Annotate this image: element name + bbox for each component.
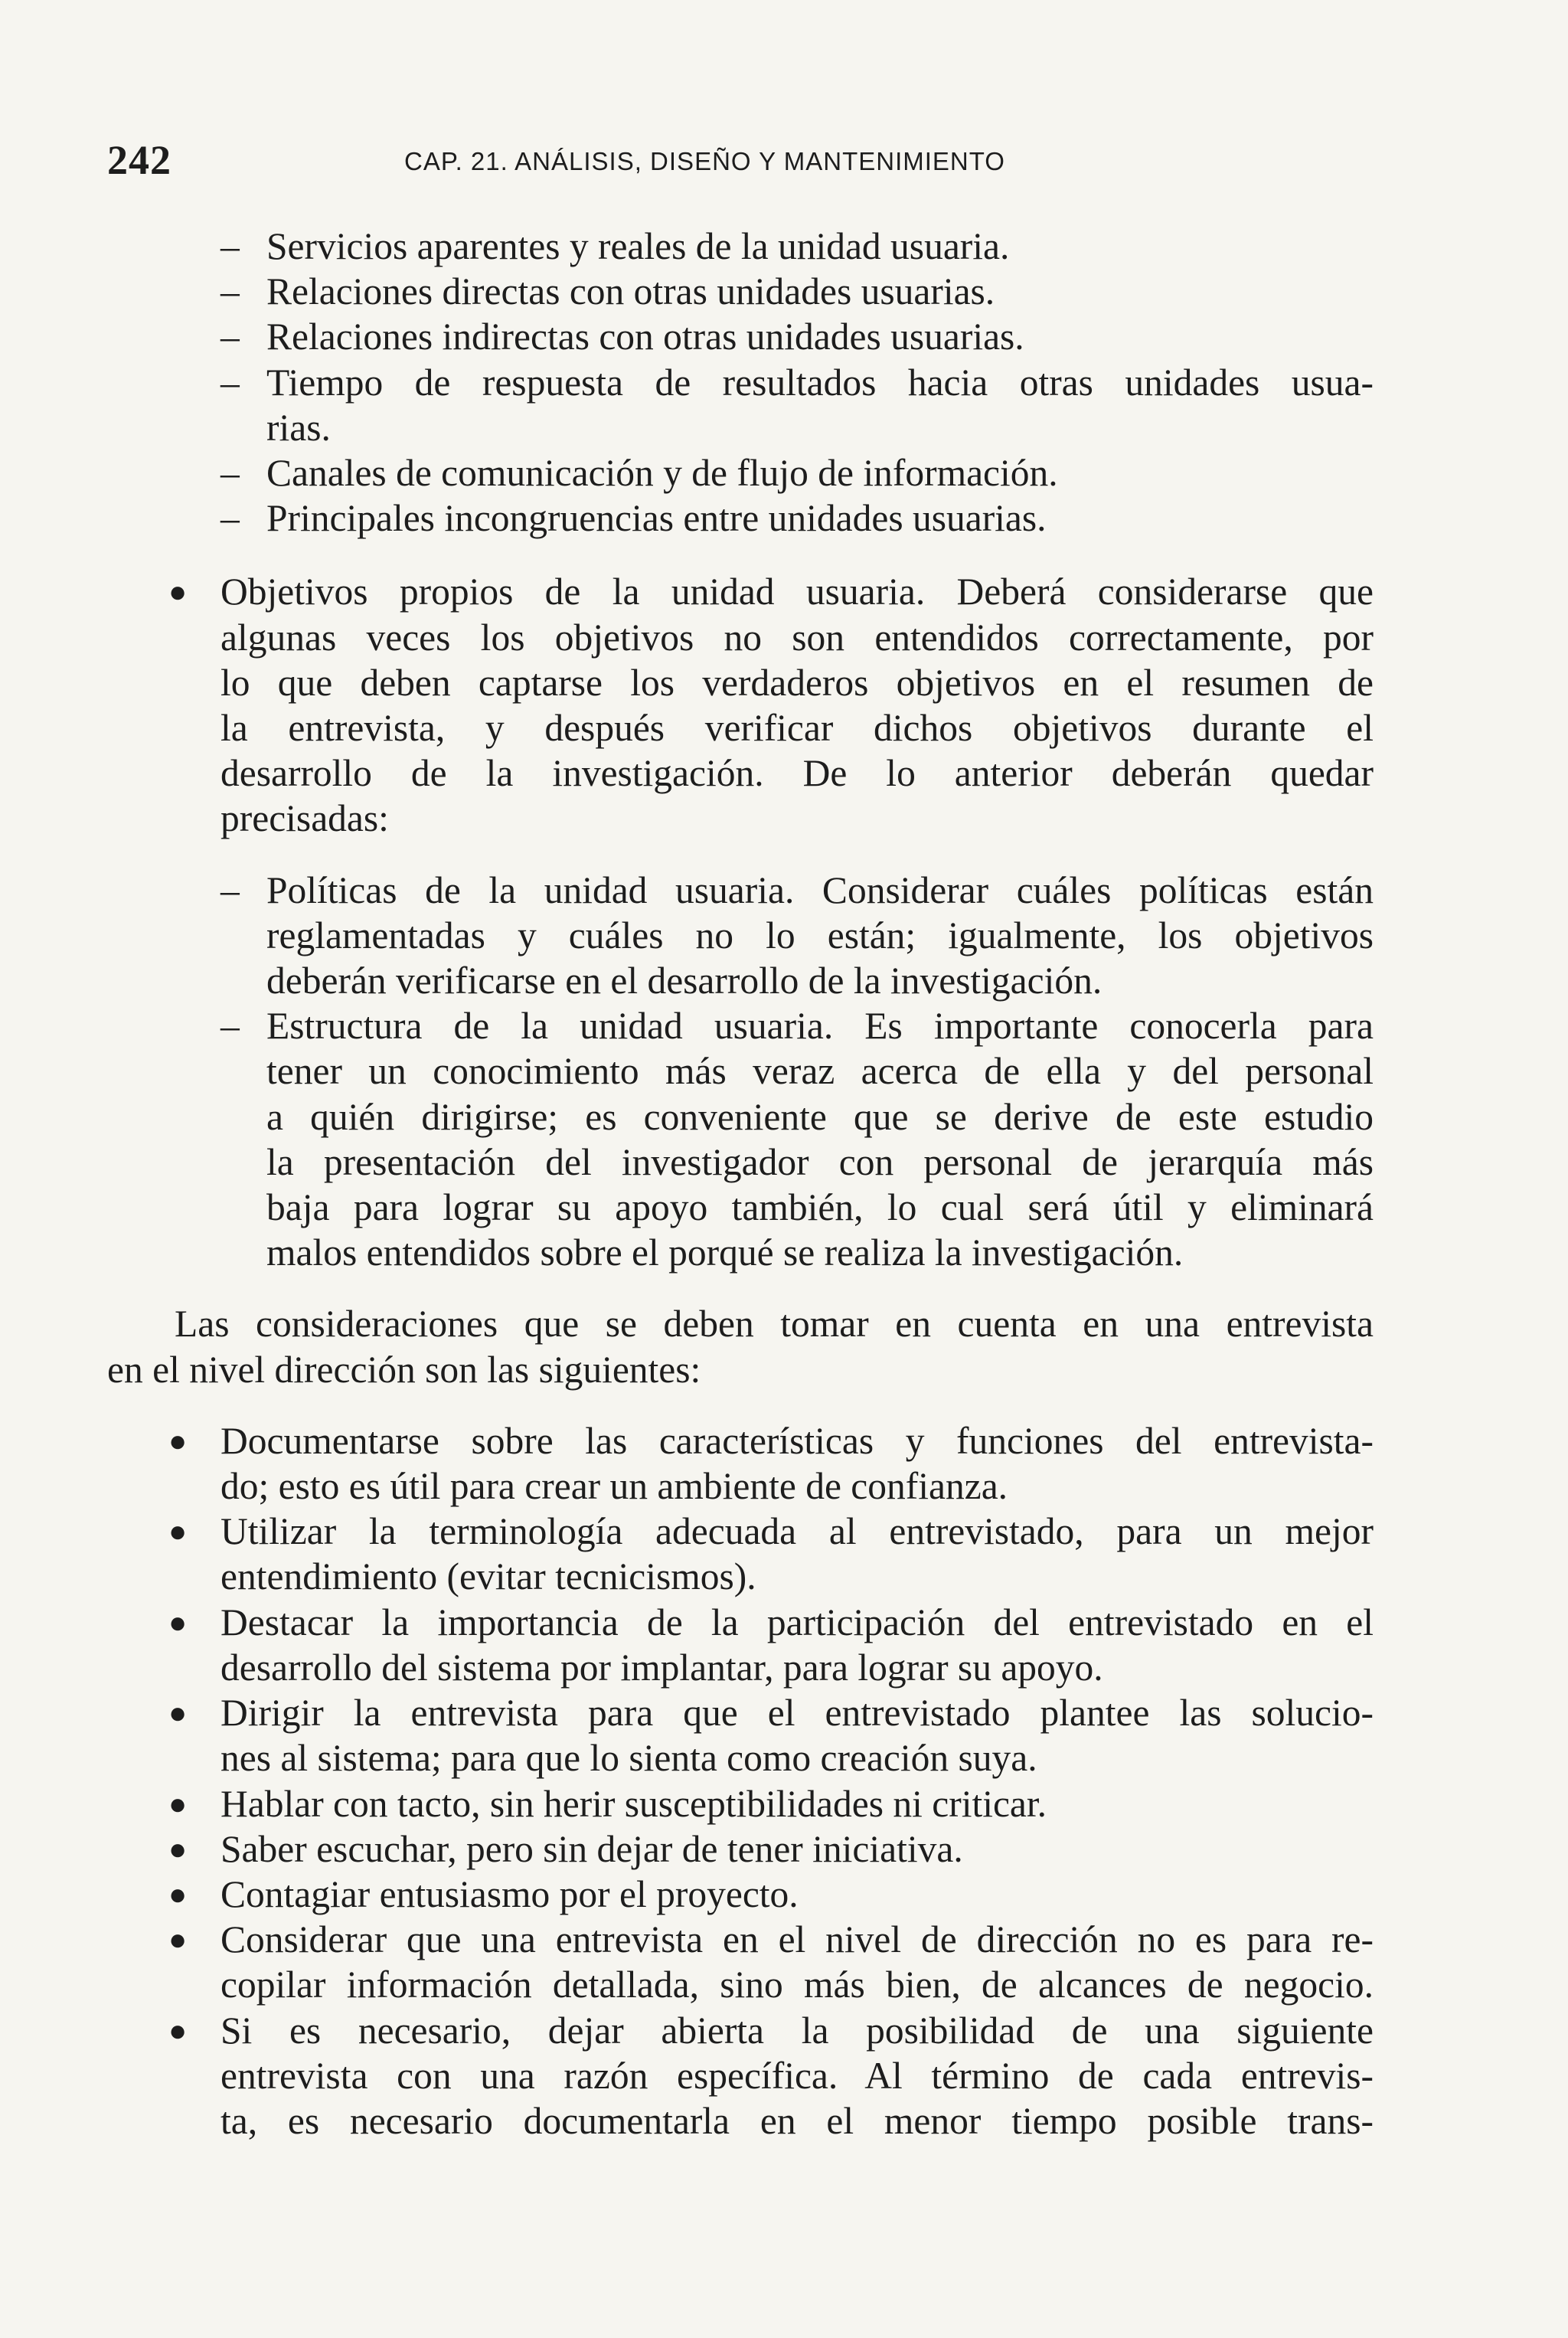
text-line: desarrollo del sistema por implantar, para lograr su apoyo. (220, 1646, 1103, 1689)
text-line: precisadas: (220, 797, 389, 840)
text-line: la presentación del investigador con personal de jerarquía más (266, 1140, 1374, 1183)
text-line: Estructura de la unidad usuaria. Es importante conocerla para (266, 1005, 1374, 1048)
running-head: CAP. 21. ANÁLISIS, DISEÑO Y MANTENIMIENTO (404, 147, 1005, 175)
text-line: Dirigir la entrevista para que el entrevistado plantee las solucio- (220, 1692, 1374, 1735)
list-item (107, 224, 1374, 269)
bullet-list-consideraciones (107, 1418, 1374, 2143)
text-line: tener un conocimiento más veraz acerca de ella y del personal (266, 1050, 1374, 1093)
text-line: la entrevista, y después verificar dichos objetivos durante el (220, 707, 1374, 750)
bullet-marker: ● (168, 574, 188, 610)
text-line: a quién dirigirse; es conveniente que se derive de este estudio (266, 1095, 1374, 1138)
bullet-marker: ● (168, 1604, 188, 1640)
text-line: Si es necesario, dejar abierta la posibilidad de una siguiente (220, 2009, 1374, 2052)
bullet-marker: ● (168, 1423, 188, 1458)
text-line: malos entendidos sobre el porqué se realiza la investigación. (266, 1231, 1184, 1274)
dash-marker: – (220, 270, 240, 313)
text-line: Considerar que una entrevista en el nivel de dirección no es para re- (220, 1918, 1374, 1961)
list-item (107, 495, 1374, 541)
bullet-marker: ● (168, 1831, 188, 1866)
list-item (107, 1509, 1374, 1599)
bullet-marker: ● (168, 1922, 188, 1957)
bullet-marker: ● (168, 1786, 188, 1821)
text-line: deberán verificarse en el desarrollo de la investigación. (266, 960, 1102, 1002)
bullet-objetivos (107, 569, 1374, 841)
page-number: 242 (107, 137, 172, 183)
dash-marker: – (220, 497, 240, 540)
text-line: Utilizar la terminología adecuada al entrevistado, para un mejor (220, 1510, 1374, 1553)
dash-marker: – (220, 868, 240, 911)
bullet-marker: ● (168, 1695, 188, 1731)
text-line: Servicios aparentes y reales de la unidad usuaria. (266, 225, 1010, 267)
list-item (107, 1003, 1374, 1275)
text-line: Tiempo de respuesta de resultados hacia otras unidades usua- (266, 361, 1374, 404)
text-line: nes al sistema; para que lo sienta como creación suya. (220, 1737, 1037, 1780)
text-line: Objetivos propios de la unidad usuaria. Deberá considerarse que (220, 571, 1374, 613)
list-item (107, 360, 1374, 450)
dash-marker: – (220, 361, 240, 404)
dash-marker: – (220, 316, 240, 358)
text-line: Contagiar entusiasmo por el proyecto. (220, 1872, 799, 1915)
dash-marker: – (220, 1005, 240, 1048)
list-item (107, 314, 1374, 359)
list-item (107, 1600, 1374, 1690)
text-line: Destacar la importancia de la participación del entrevistado en el (220, 1601, 1374, 1643)
text-line: entendimiento (evitar tecnicismos). (220, 1555, 756, 1598)
dash-list-interrelaciones (107, 224, 1374, 541)
list-item (107, 2008, 1374, 2144)
text-line: Relaciones directas con otras unidades usuarias. (266, 270, 995, 313)
text-line: Políticas de la unidad usuaria. Considerar cuáles políticas están (266, 868, 1374, 911)
text-line: desarrollo de la investigación. De lo anterior deberán quedar (220, 752, 1374, 795)
bullet-marker: ● (168, 1514, 188, 1549)
text-line: Las consideraciones que se deben tomar en cuenta en una entrevista (175, 1303, 1374, 1346)
text-line: Relaciones indirectas con otras unidades usuarias. (266, 316, 1024, 358)
text-line: entrevista con una razón específica. Al término de cada entrevis- (220, 2054, 1374, 2097)
text-line: reglamentadas y cuáles no lo están; igualmente, los objetivos (266, 914, 1374, 956)
body-paragraph (107, 1301, 1374, 1391)
text-line: lo que deben captarse los verdaderos objetivos en el resumen de (220, 661, 1374, 704)
text-line: Saber escuchar, pero sin dejar de tener iniciativa. (220, 1827, 963, 1870)
text-line: Principales incongruencias entre unidades usuarias. (266, 497, 1047, 540)
list-item (107, 569, 1374, 841)
list-item (107, 1872, 1374, 1917)
list-item (107, 1418, 1374, 1509)
dash-marker: – (220, 452, 240, 495)
bullet-marker: ● (168, 2013, 188, 2048)
bullet-marker: ● (168, 1876, 188, 1911)
text-line: en el nivel dirección son las siguientes: (107, 1348, 701, 1391)
page-body (107, 224, 1374, 2143)
text-line: algunas veces los objetivos no son entendidos correctamente, por (220, 616, 1374, 659)
text-line: Canales de comunicación y de flujo de información. (266, 452, 1058, 495)
list-item (107, 450, 1374, 495)
text-line: ta, es necesario documentarla en el menor tiempo posible trans- (220, 2099, 1374, 2142)
text-line: copilar información detallada, sino más bien, de alcances de negocio. (220, 1964, 1374, 2006)
text-line: rias. (266, 406, 331, 449)
list-item (107, 1690, 1374, 1780)
dash-marker: – (220, 225, 240, 267)
text-line: Documentarse sobre las características y funciones del entrevista- (220, 1419, 1374, 1462)
dash-list-precisadas (107, 868, 1374, 1276)
list-item (107, 1781, 1374, 1826)
list-item (107, 269, 1374, 314)
text-line: do; esto es útil para crear un ambiente de confianza. (220, 1465, 1008, 1508)
text-line: Hablar con tacto, sin herir susceptibilidades ni criticar. (220, 1782, 1047, 1825)
list-item (107, 868, 1374, 1004)
text-line: baja para lograr su apoyo también, lo cual será útil y eliminará (266, 1186, 1374, 1229)
page-header (107, 136, 1430, 190)
list-item (107, 1917, 1374, 2007)
list-item (107, 1826, 1374, 1872)
